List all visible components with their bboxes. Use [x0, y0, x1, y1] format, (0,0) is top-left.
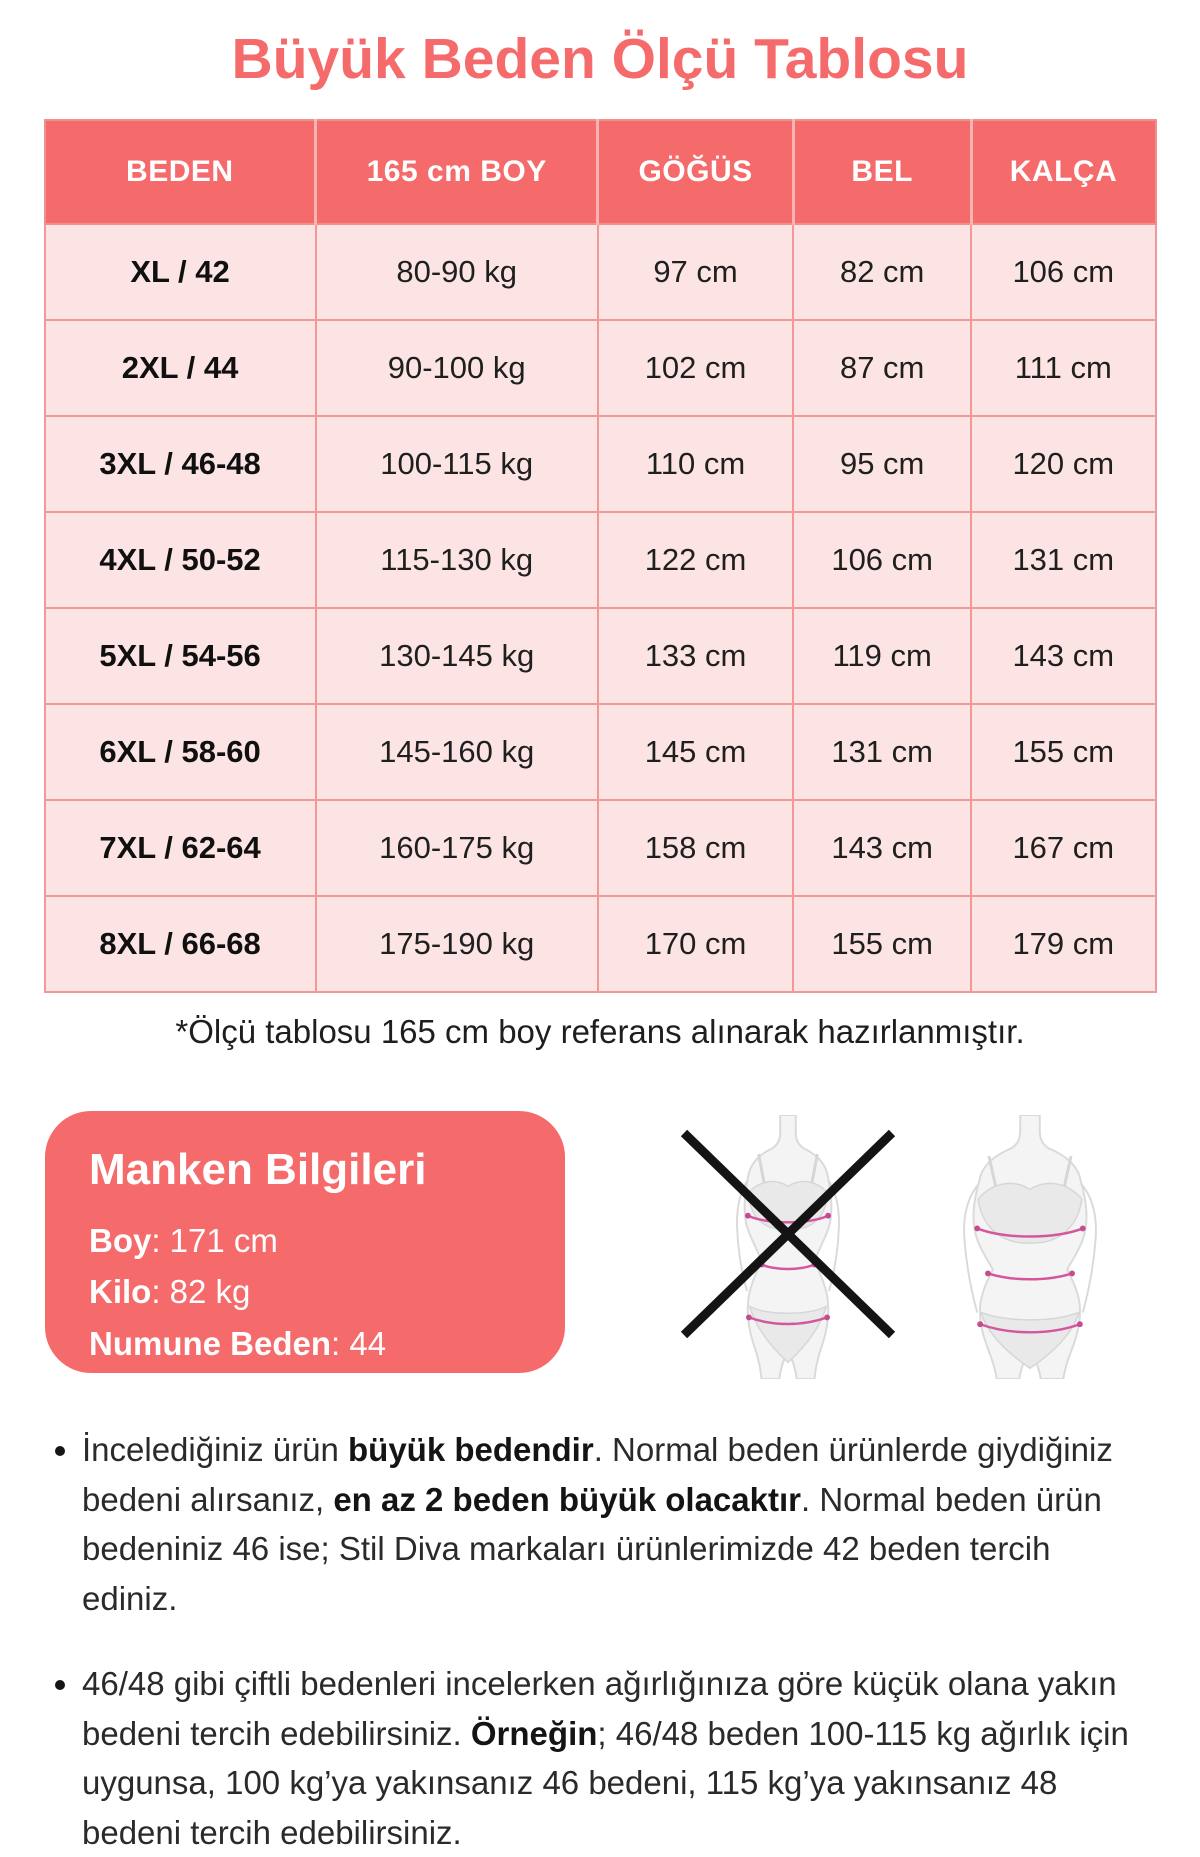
hip-cell: 167 cm — [971, 800, 1155, 896]
table-row — [45, 608, 1156, 704]
size-cell: 6XL / 58-60 — [45, 704, 316, 800]
chest-cell: 170 cm — [598, 896, 794, 992]
column-header-boy: 165 cm BOY — [316, 120, 598, 224]
chest-cell: 158 cm — [598, 800, 794, 896]
note-item-2 — [82, 1659, 1140, 1857]
mannequin-info-section — [45, 1111, 1200, 1379]
mannequin-info-label: Kilo — [89, 1273, 152, 1311]
chest-cell: 110 cm — [598, 416, 794, 512]
weight-cell: 175-190 kg — [316, 896, 598, 992]
table-row — [45, 896, 1156, 992]
note-text-segment: İncelediğiniz ürün — [82, 1431, 348, 1468]
note-text-segment: . Normal beden ürün bedeniniz 46 ise; Stil Diva markaları ürünlerimizde 42 beden tercih ediniz. — [82, 1480, 1102, 1617]
chest-cell: 97 cm — [598, 224, 794, 320]
column-header-bel: BEL — [793, 120, 971, 224]
table-row — [45, 320, 1156, 416]
size-cell: 8XL / 66-68 — [45, 896, 316, 992]
table-row — [45, 800, 1156, 896]
waist-cell: 131 cm — [793, 704, 971, 800]
waist-cell: 119 cm — [793, 608, 971, 704]
weight-cell: 160-175 kg — [316, 800, 598, 896]
note-text-segment: 46/48 gibi çiftli bedenleri incelerken ağırlığınıza göre küçük olana yakın bedeni tercih edebilirsiniz. — [82, 1665, 1117, 1752]
mannequin-info-line — [89, 1215, 545, 1266]
size-cell: XL / 42 — [45, 224, 316, 320]
weight-cell: 115-130 kg — [316, 512, 598, 608]
note-text-segment-bold: büyük bedendir — [348, 1431, 594, 1468]
waist-cell: 82 cm — [793, 224, 971, 320]
chest-cell: 122 cm — [598, 512, 794, 608]
mannequin-info-value: : 171 cm — [151, 1222, 278, 1259]
page-title: Büyük Beden Ölçü Tablosu — [231, 27, 969, 91]
weight-cell: 100-115 kg — [316, 416, 598, 512]
size-cell: 5XL / 54-56 — [45, 608, 316, 704]
table-row — [45, 512, 1156, 608]
mannequin-info-line — [89, 1318, 545, 1369]
mannequin-info-rows — [89, 1215, 545, 1369]
weight-cell: 80-90 kg — [316, 224, 598, 320]
slim-figure-wrap — [690, 1115, 886, 1379]
chest-cell: 133 cm — [598, 608, 794, 704]
size-cell: 2XL / 44 — [45, 320, 316, 416]
size-table — [44, 119, 1157, 993]
table-row — [45, 224, 1156, 320]
size-cell: 4XL / 50-52 — [45, 512, 316, 608]
waist-cell: 95 cm — [793, 416, 971, 512]
hip-cell: 131 cm — [971, 512, 1155, 608]
mannequin-info-box — [45, 1111, 565, 1373]
mannequin-info-line — [89, 1266, 545, 1317]
cross-out-icon — [680, 1129, 896, 1339]
chest-cell: 102 cm — [598, 320, 794, 416]
column-header-kalca: KALÇA — [971, 120, 1155, 224]
body-figures — [690, 1111, 1200, 1379]
hip-cell: 179 cm — [971, 896, 1155, 992]
hip-cell: 120 cm — [971, 416, 1155, 512]
table-header-row — [45, 120, 1156, 224]
weight-cell: 145-160 kg — [316, 704, 598, 800]
note-text-segment-bold: en az 2 beden büyük olacaktır — [333, 1480, 801, 1518]
waist-cell: 87 cm — [793, 320, 971, 416]
size-cell: 3XL / 46-48 — [45, 416, 316, 512]
table-footnote: *Ölçü tablosu 165 cm boy referans alınarak hazırlanmıştır. — [175, 1013, 1025, 1050]
hip-cell: 155 cm — [971, 704, 1155, 800]
note-text-segment-bold: Örneğin — [470, 1714, 598, 1752]
column-header-gogus: GÖĞÜS — [598, 120, 794, 224]
column-header-beden: BEDEN — [45, 120, 316, 224]
note-text-segment: . Normal beden ürünlerde giydiğiniz bedeni alırsanız, — [82, 1431, 1113, 1518]
hip-cell: 143 cm — [971, 608, 1155, 704]
table-row — [45, 416, 1156, 512]
table-body — [45, 224, 1156, 992]
chest-cell: 145 cm — [598, 704, 794, 800]
table-row — [45, 704, 1156, 800]
mannequin-info-title: Manken Bilgileri — [89, 1145, 427, 1194]
plus-figure-wrap — [932, 1115, 1128, 1379]
notes-list — [42, 1425, 1140, 1857]
mannequin-info-label: Boy — [89, 1222, 152, 1259]
plus-size-body-figure-icon — [932, 1115, 1128, 1379]
waist-cell: 143 cm — [793, 800, 971, 896]
mannequin-info-value: : 82 kg — [151, 1273, 251, 1311]
hip-cell: 111 cm — [971, 320, 1155, 416]
size-table-container — [44, 119, 1157, 993]
mannequin-info-label: Numune Beden — [89, 1324, 332, 1362]
note-item-1 — [82, 1425, 1140, 1623]
hip-cell: 106 cm — [971, 224, 1155, 320]
weight-cell: 130-145 kg — [316, 608, 598, 704]
waist-cell: 155 cm — [793, 896, 971, 992]
size-cell: 7XL / 62-64 — [45, 800, 316, 896]
mannequin-info-value: : 44 — [331, 1324, 387, 1362]
waist-cell: 106 cm — [793, 512, 971, 608]
note-text-segment: ; 46/48 beden 100-115 kg ağırlık için uygunsa, 100 kg’ya yakınsanız 46 bedeni, 115 kg’ya yakınsanız 48 bedeni tercih edebilirsiniz. — [82, 1714, 1129, 1851]
weight-cell: 90-100 kg — [316, 320, 598, 416]
